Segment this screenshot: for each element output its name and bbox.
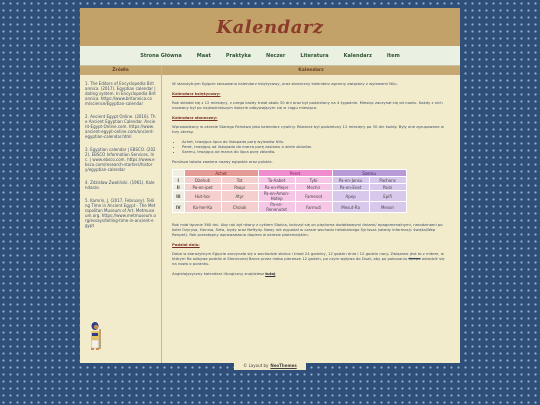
nav-item-home[interactable]: Strona Główna [140,52,182,59]
table-cell: Ka-her-Ka [184,202,221,213]
table-row [173,202,407,213]
season-header-peret: Peret [258,170,332,177]
link-paragraph [172,271,450,276]
calendar-link[interactable]: tutaj [265,271,276,276]
lunar-calendar-heading: Kalendarz księżycowy: [172,91,221,96]
row-number: II [173,184,185,191]
table-cell: Paopi [221,184,258,191]
reference-item[interactable]: 5. Kamrin, J. (2017, February). Telling Time in Ancient Egypt - The Metropolitan Museum of Art. Metmuseum.org. https://www.metmuseum.org/essays/telling-time-in-ancient-egypt [85,198,156,228]
table-cell: Mechir [295,184,332,191]
egyptian-figure-icon [86,321,104,351]
table-header-row [173,170,407,177]
reference-item[interactable]: 2. Ancient Egypt Online. (2016). The Ancient Egyptian Calendar. Ancient-Egypt-Online.com. https://www.ancient-egypt-online.com/ancient-egyptian-calendar.html [85,114,156,139]
row-number: IV [173,202,185,213]
day-text-part: odrodzić się na nowo o poranku. [172,256,445,266]
list-item: • Achet, trwająca lipca do listopada porę wylewów Nilu. [182,139,450,144]
footer-brand-link[interactable]: NeoThemes [270,363,297,368]
year-text: Rok miał łącznie 360 dni. Aby rok był równy z cyklem Słońca, kończył się on pięcioma dodatkowymi dniami/ epagomenalnymi, narodzinami po kolei Ozyrysa, Horusa, Seta, Izydy oraz Neftydy. Nowy rok wypadał w czasie wschodu heliakalnego Syriusza (wtedy informacji: święta/Wep Renpet). Rok przestępny wprowadzono dopiero w okresie ptolemejskim. [172,222,443,237]
table-cell: Famenot [295,191,332,202]
table-cell: Pa-en-Mejer [258,184,295,191]
reference-item: 4. Zdzisław Zwoliński. (1961). Kalendarze. [85,180,155,190]
nav-bar [80,46,460,66]
nav-item-item[interactable]: Item [386,52,400,59]
solar-calendar-text: Wprowadzony w okresie Starego Państwa jako kalendarz cywilny. Również był podzielony 12 miesięcy po 30 dni każdy. Były one zgrupowane w trzy okresy. [172,124,444,134]
footer-credit [234,361,306,370]
table-cell: Pa-en-ipet [184,184,221,191]
list-item: • Peret, trwającą od listopada do marca porę zasiewu a wiele zbiorów. [182,144,450,149]
table-cell: Pa-en-Amon-Hotep [258,191,295,202]
nav-item-literatura[interactable]: Literatura [300,52,329,59]
seasons-list [182,139,450,154]
main-content [162,66,460,363]
row-number: III [173,191,185,202]
day-text-part: Doba w starożytnym Egipcie zaczynała się o wschodzie słońca i trwał 24 godziny, 12 godzin dnia i 12 godzin nocy. Związane jest to z mitem, w którym Ra odbywa podróż w Słonecznej Barce przez niebo pierwsze 12 godzin, po czym wpływa do Duat, aby po pokonaniu [172,251,444,261]
nav-item-kalendarz[interactable]: Kalendarz [343,52,372,59]
nav-item-praktyka[interactable]: Praktyka [225,52,252,59]
site-title: Kalendarz [216,16,324,38]
day-division-text [172,251,450,266]
table-row [173,184,407,191]
main-heading: Kalendarz [162,66,460,75]
page-container [80,8,460,363]
table-cell: Paini [369,184,406,191]
table-cell: Atyr [221,191,258,202]
sidebar [80,66,162,363]
solar-calendar-heading: Kalendarz słoneczny: [172,115,218,120]
article-body [162,75,460,285]
sidebar-heading: Źródła [80,66,161,75]
table-cell: Epifi [369,191,406,202]
table-cell: Tybi [295,177,332,184]
link-prefix: Angielojęzyczny kalendarz liturgiczny znajdziesz [172,271,264,276]
table-cell: Pa-en-Renenutet [258,202,295,213]
table-cell: Hut-hor [184,191,221,202]
footer-prefix: © Layout by [243,363,269,368]
reference-item[interactable]: 1. The Editors of Encyclopedia Britannica. (2017). Egyptian calendar | dating system. In Encyclopedia Britannica. https://www.britannica.com/science/Egyptian-calendar [85,81,156,106]
table-intro: Poniższa tabela zawiera nazwy egipskie oraz polskie. [172,159,273,164]
day-division-heading: Podział dnia: [172,242,200,247]
table-row [173,177,407,184]
table-cell: Dżehuti [184,177,221,184]
months-table [172,169,407,213]
table-cell: Pa-en-Jonsu [332,177,369,184]
intro-text: W starożytnym Egipcie stosowano kalendarz księżycowy, oraz słoneczny kalendarz agrarny związany z wylewami Nilu. [172,81,398,86]
header-banner [80,8,460,46]
lunar-calendar-text: Rok składał się z 12 miesięcy, z czego każdy trwał około 30 dni oraz był podzielony na 4 tygodnie. Miesiąc zaczynał się od nowiu. Każdy z nich nazwany był po najważniejszym święcie odbywającym się w ciągu miesiąca. [172,100,443,110]
table-row [173,191,407,202]
table-cell: Mesut-Ra [332,202,369,213]
row-number: I [173,177,185,184]
season-header-szemu: Szemu [332,170,406,177]
season-header-achet: Achet [184,170,258,177]
reference-item[interactable]: 3. Egyptian calendar | EBSCO. (2022). EBSCO Information Services, Inc. | www.ebsco.com. https://www.ebsco.com/research-starters/history/egyptian-calendar [85,147,156,172]
table-cell: Pachons [369,177,406,184]
list-item: • Szemu, trwającą od marca do lipca porę zbiorów. [182,149,450,154]
table-cell: Farmuti [295,202,332,213]
nav-item-neczer[interactable]: Neczer [266,52,286,59]
crossed-word: Apepa [408,256,421,261]
table-cell: Pa-en-Enet [332,184,369,191]
reference-list [80,75,161,363]
table-cell: Ta-Aabet [258,177,295,184]
table-corner [173,170,185,177]
table-cell: Choiak [221,202,258,213]
table-cell: Mesori [369,202,406,213]
nav-item-maat[interactable]: Maat [196,52,211,59]
table-cell: Tot [221,177,258,184]
table-cell: Apep [332,191,369,202]
